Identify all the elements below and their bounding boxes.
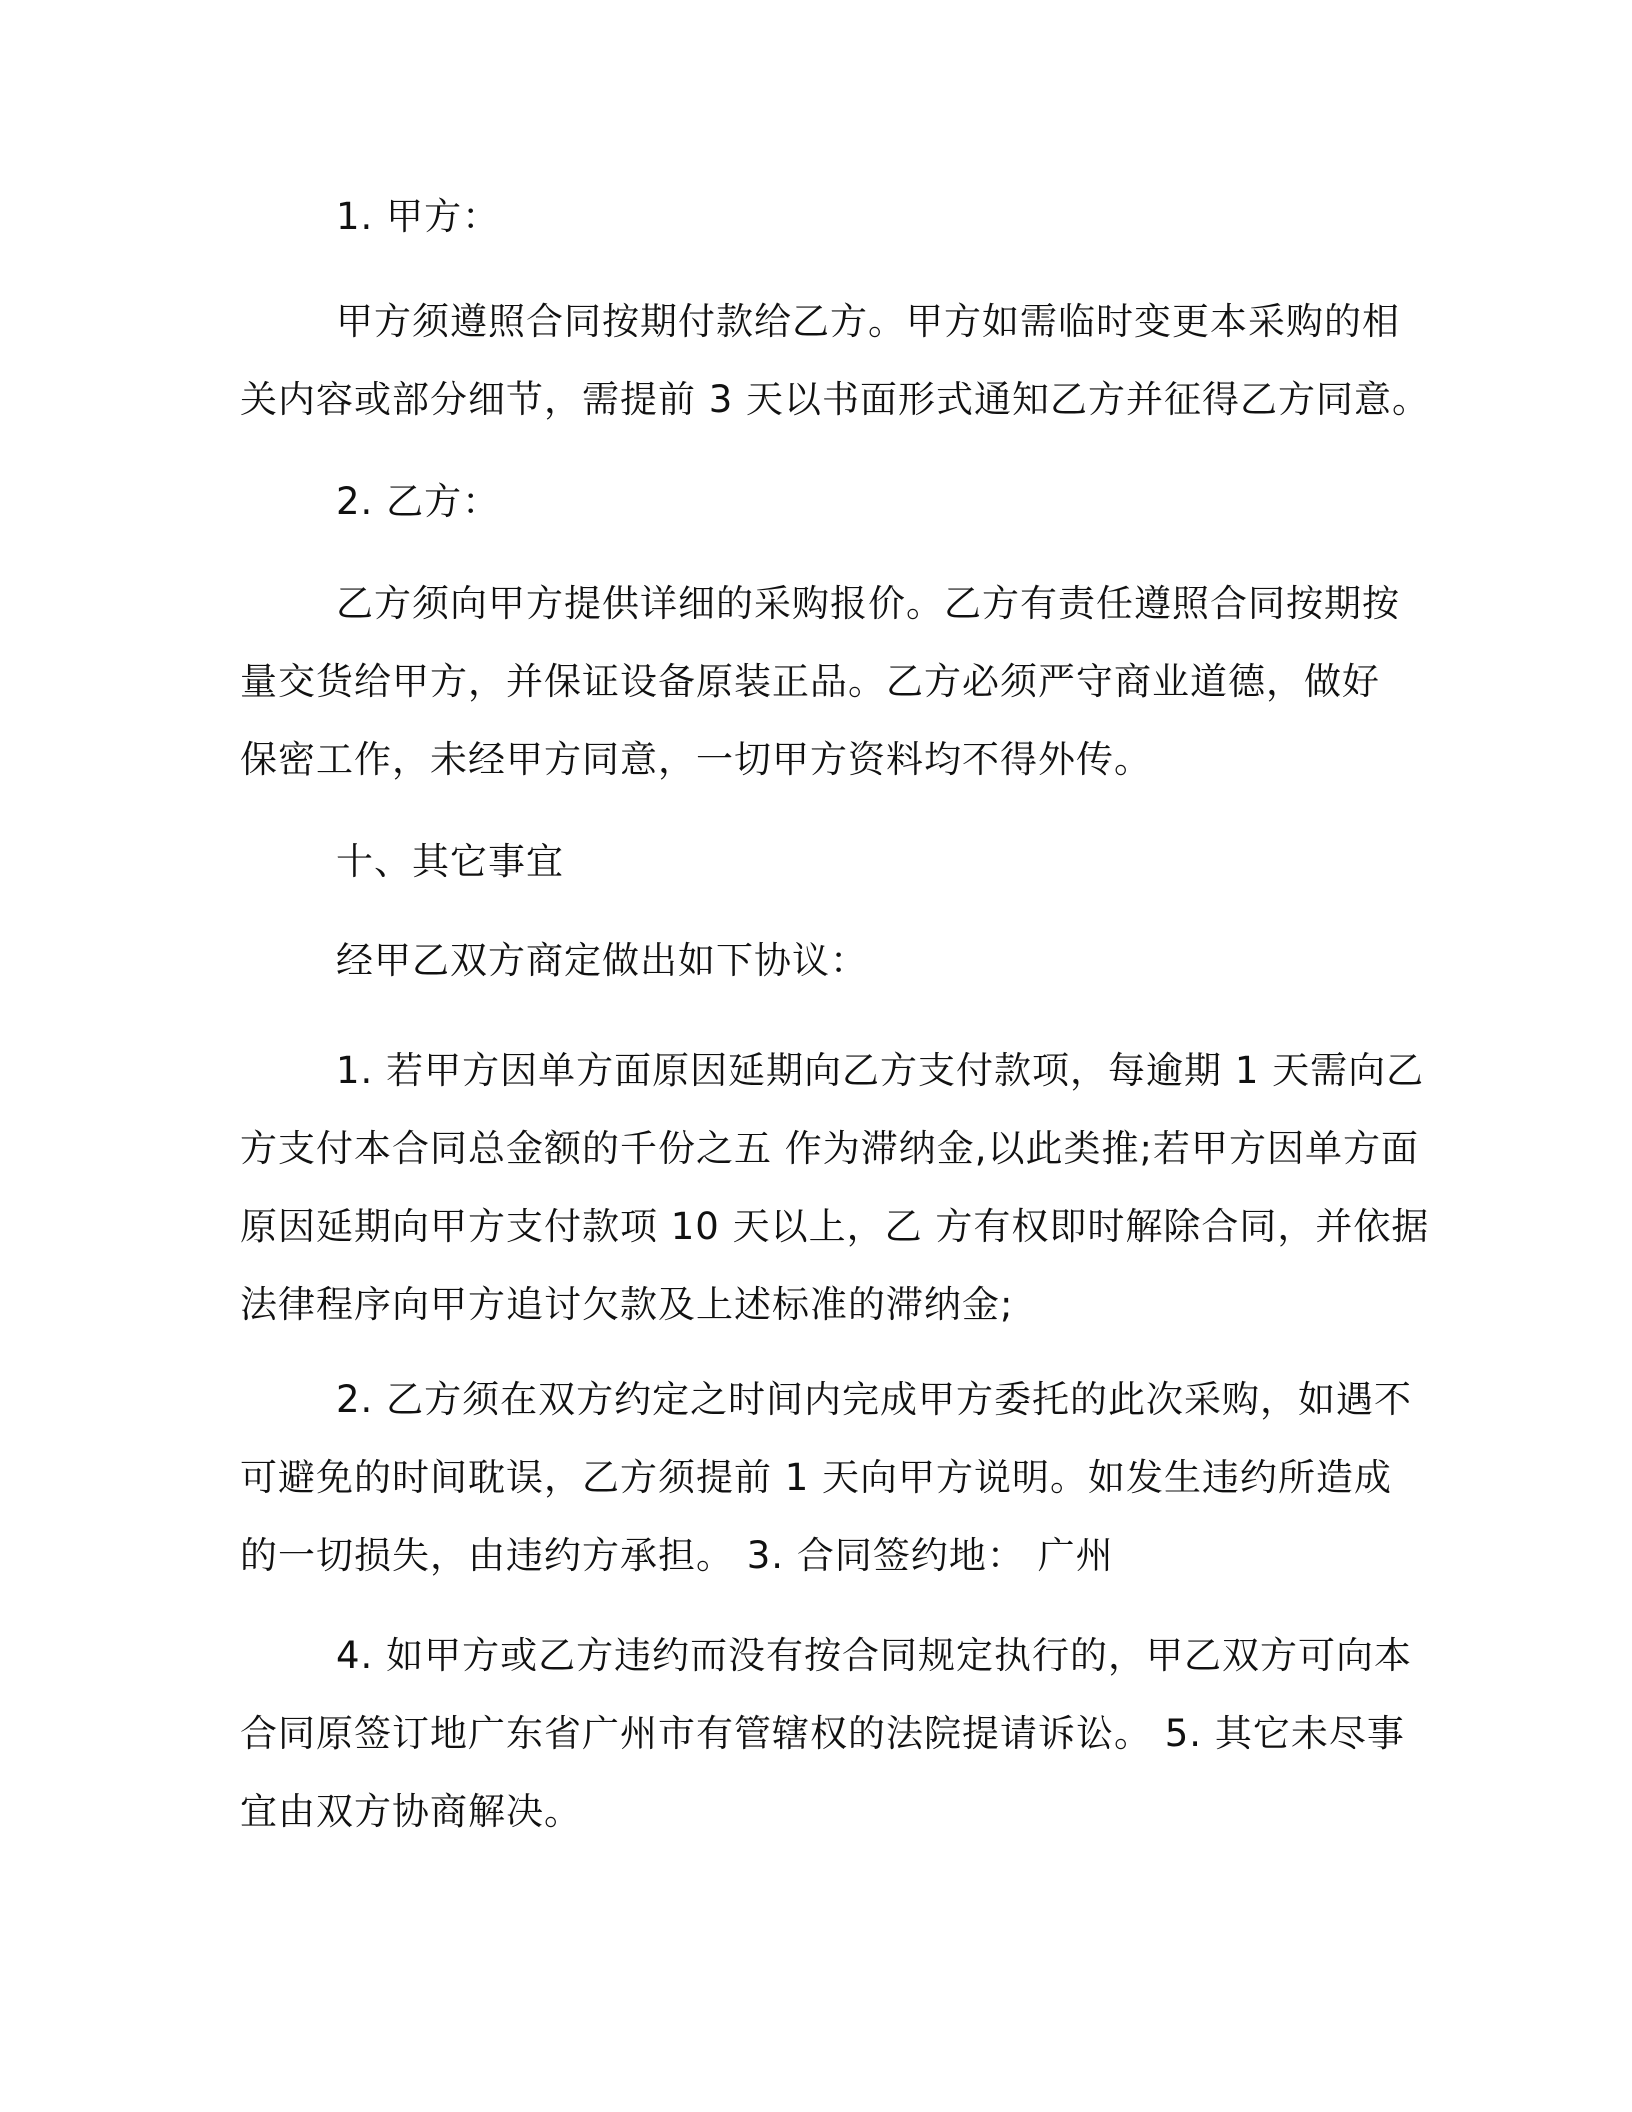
text-line: 乙方须向甲方提供详细的采购报价。乙方有责任遵照合同按期按: [336, 582, 1400, 625]
text-line: 2. 乙方：: [336, 480, 501, 523]
clause-2-3: [240, 1361, 1413, 1595]
party-a-heading: [240, 178, 1390, 256]
text-line: 1. 若甲方因单方面原因延期向乙方支付款项，每逾期 1 天需向乙: [336, 1049, 1425, 1092]
text-line: 经甲乙双方商定做出如下协议：: [336, 939, 868, 982]
text-line: 宜由双方协商解决。: [240, 1790, 582, 1833]
text-line: 保密工作，未经甲方同意，一切甲方资料均不得外传。: [240, 738, 1152, 781]
party-a-duties: [240, 283, 1431, 439]
text-line: 1. 甲方：: [336, 195, 501, 238]
clause-1: [240, 1032, 1430, 1344]
text-line: 原因延期向甲方支付款项 10 天以上，乙 方有权即时解除合同，并依据: [240, 1205, 1430, 1248]
text-line: 关内容或部分细节，需提前 3 天以书面形式通知乙方并征得乙方同意。: [240, 378, 1431, 421]
clause-4-5: [240, 1617, 1413, 1851]
text-line: 的一切损失，由违约方承担。 3. 合同签约地： 广州: [240, 1534, 1114, 1577]
text-line: 法律程序向甲方追讨欠款及上述标准的滞纳金;: [240, 1283, 1014, 1326]
text-line: 甲方须遵照合同按期付款给乙方。甲方如需临时变更本采购的相: [336, 300, 1400, 343]
text-line: 可避免的时间耽误，乙方须提前 1 天向甲方说明。如发生违约所造成: [240, 1456, 1393, 1499]
agreement-intro: [240, 922, 1390, 1000]
text-line: 量交货给甲方，并保证设备原装正品。乙方必须严守商业道德，做好: [240, 660, 1380, 703]
section-ten-heading: [240, 823, 1390, 901]
text-line: 方支付本合同总金额的千份之五 作为滞纳金,以此类推;若甲方因单方面: [240, 1127, 1419, 1170]
text-line: 合同原签订地广东省广州市有管辖权的法院提请诉讼。 5. 其它未尽事: [240, 1712, 1405, 1755]
party-b-heading: [240, 463, 1390, 541]
text-line: 4. 如甲方或乙方违约而没有按合同规定执行的，甲乙双方可向本: [336, 1634, 1413, 1677]
text-line: 2. 乙方须在双方约定之时间内完成甲方委托的此次采购，如遇不: [336, 1378, 1413, 1421]
text-line: 十、其它事宜: [336, 840, 564, 883]
party-b-duties: [240, 565, 1400, 799]
